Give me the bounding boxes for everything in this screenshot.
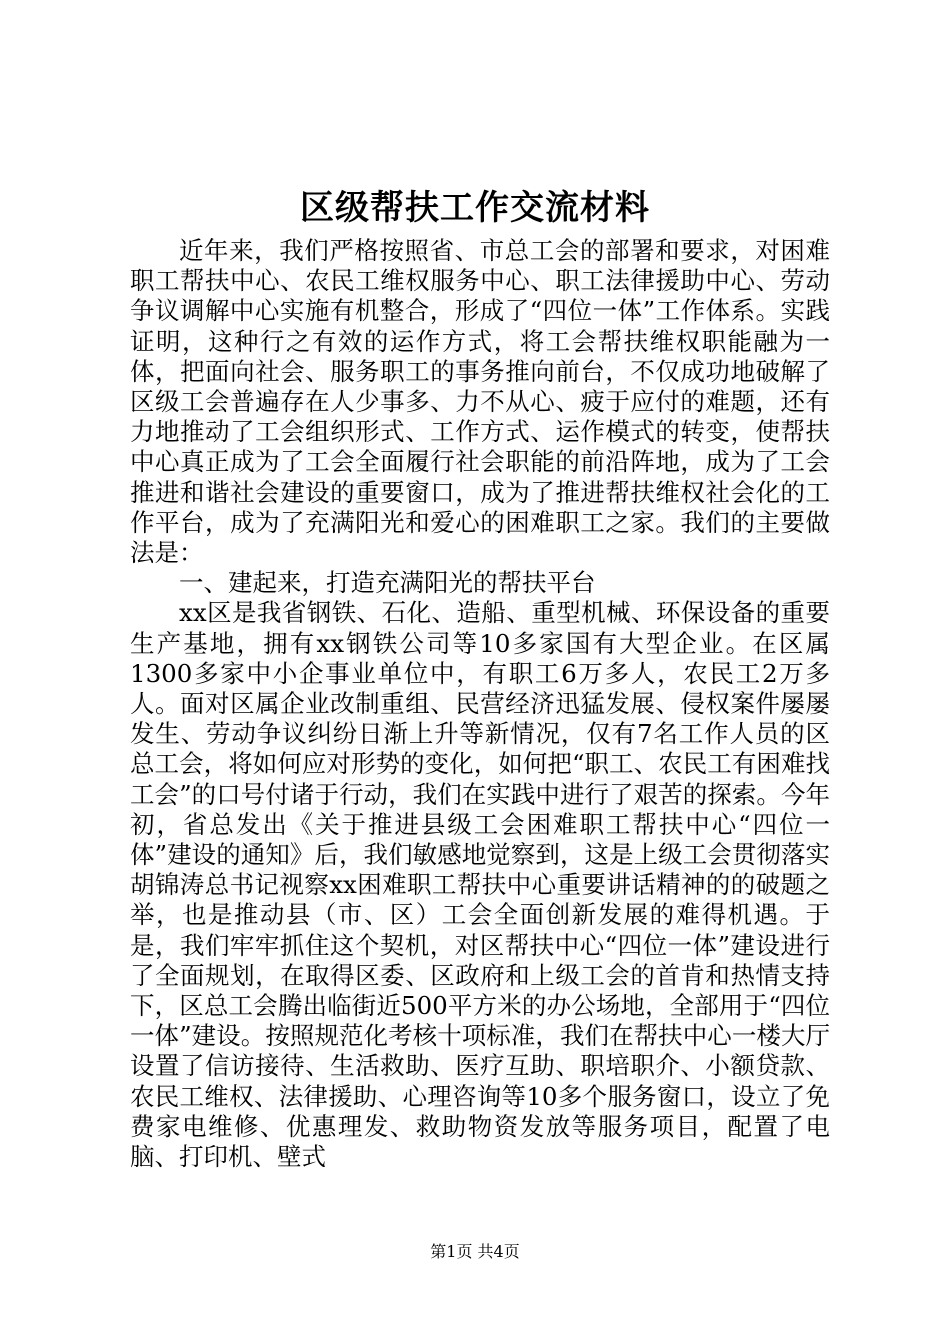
section-heading-1: 一、建起来，打造充满阳光的帮扶平台 [179,568,596,598]
document-title: 区级帮扶工作交流材料 [300,188,650,228]
paragraph-intro: 近年来，我们严格按照省、市总工会的部署和要求，对困难职工帮扶中心、农民工维权服务中心、职工法律援助中心、劳动争议调解中心实施有机整合，形成了“四位一体”工作体系。实践证明，这种行之有效的运作方式，将工会帮扶维权职能融为一体，把面向社会、服务职工的事务推向前台，不仅成功地破解了区级工会普遍存在人少事多、力不从心、疲于应付的难题，还有力地推动了工会组织形式、工作方式、运作模式的转变，使帮扶中心真正成为了工会全面履行社会职能的前沿阵地，成为了工会推进和谐社会建设的重要窗口，成为了推进帮扶维权社会化的工作平台，成为了充满阳光和爱心的困难职工之家。我们的主要做法是： [130,236,830,568]
document-body [130,236,830,1172]
page-number-footer: 第1页 共4页 [430,1242,520,1261]
paragraph-section-1: xx区是我省钢铁、石化、造船、重型机械、环保设备的重要生产基地，拥有xx钢铁公司等10多家国有大型企业。在区属1300多家中小企事业单位中，有职工6万多人，农民工2万多人。面对区属企业改制重组、民营经济迅猛发展、侵权案件屡屡发生、劳动争议纠纷日渐上升等新情况，仅有7名工作人员的区总工会，将如何应对形势的变化，如何把“职工、农民工有困难找工会”的口号付诸于行动，我们在实践中进行了艰苦的探索。今年初，省总发出《关于推进县级工会困难职工帮扶中心“四位一体”建设的通知》后，我们敏感地觉察到，这是上级工会贯彻落实胡锦涛总书记视察xx困难职工帮扶中心重要讲话精神的的破题之举，也是推动县（市、区）工会全面创新发展的难得机遇。于是，我们牢牢抓住这个契机，对区帮扶中心“四位一体”建设进行了全面规划，在取得区委、区政府和上级工会的首肯和热情支持下，区总工会腾出临街近500平方米的办公场地，全部用于“四位一体”建设。按照规范化考核十项标准，我们在帮扶中心一楼大厅设置了信访接待、生活救助、医疗互助、职培职介、小额贷款、农民工维权、法律援助、心理咨询等10多个服务窗口，设立了免费家电维修、优惠理发、救助物资发放等服务项目，配置了电脑、打印机、壁式 [130,598,830,1172]
